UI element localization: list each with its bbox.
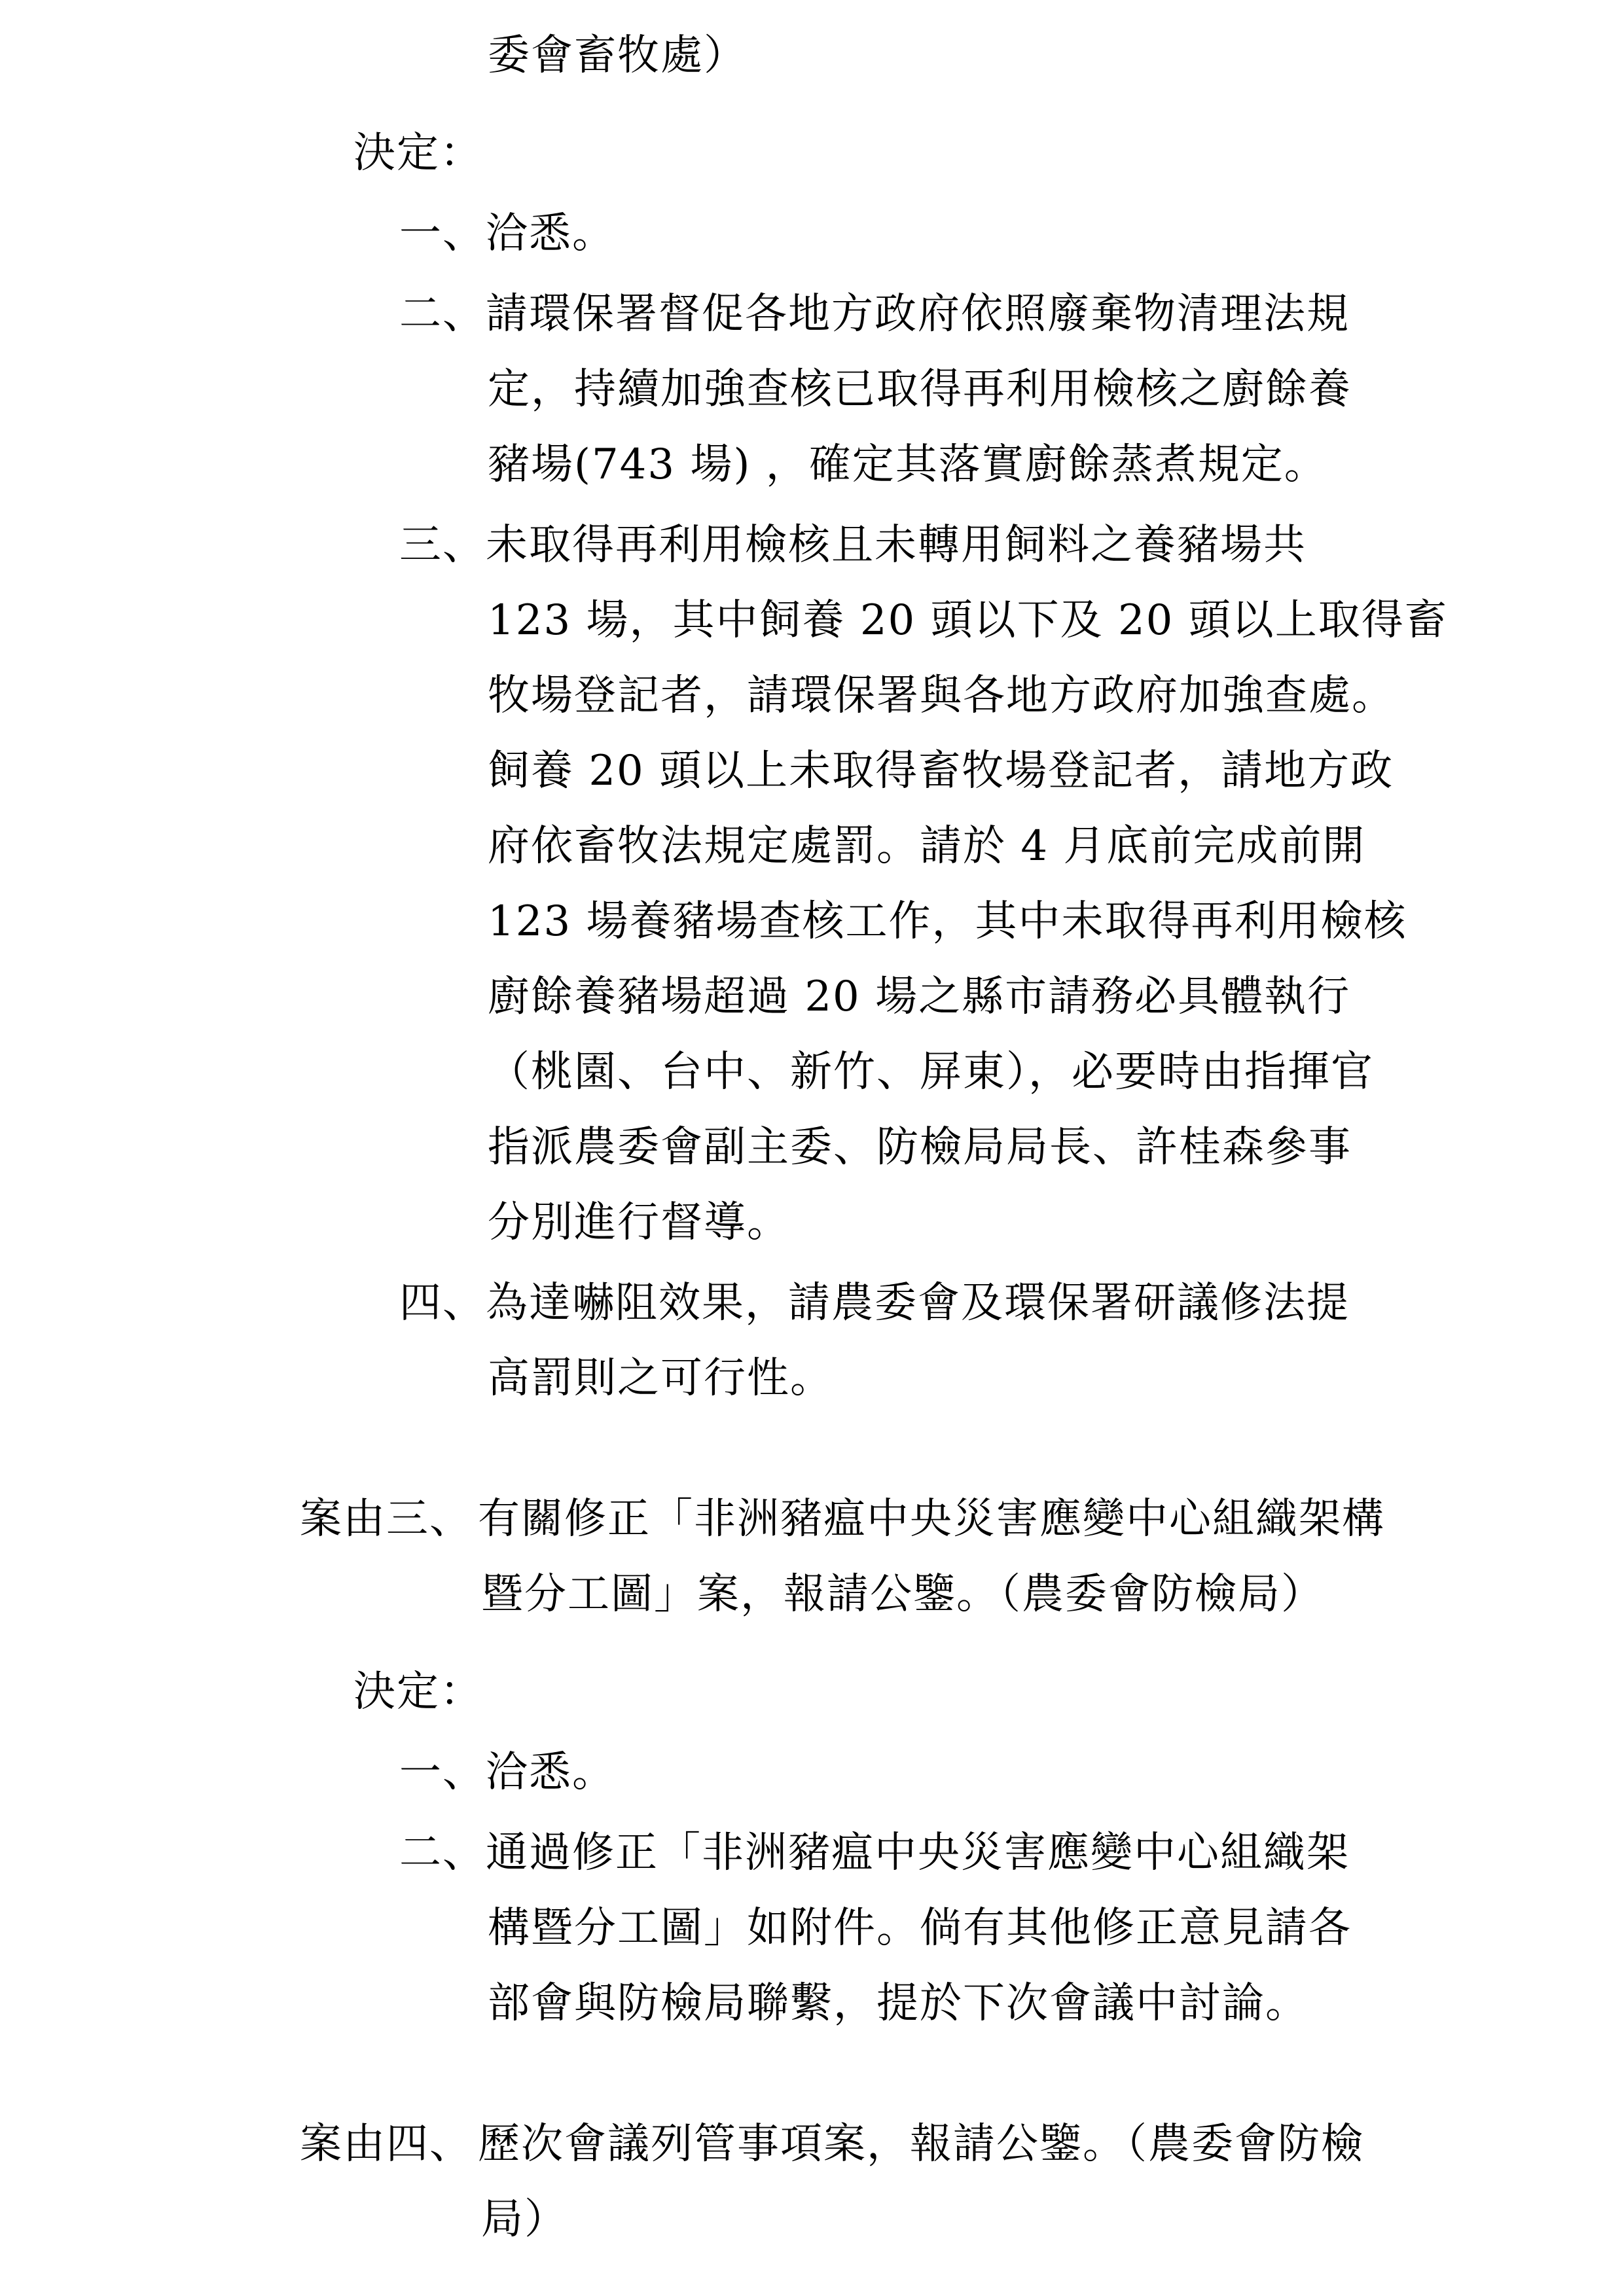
continuation-line — [0, 1185, 1624, 1261]
continuation-line — [0, 18, 1624, 94]
continuation-line — [0, 734, 1624, 809]
line-number-label: 一、 — [399, 209, 486, 258]
line-text: 請環保署督促各地方政府依照廢棄物清理法規 — [486, 290, 1350, 338]
continuation-line — [0, 1966, 1624, 2041]
case-continuation-line — [0, 1557, 1624, 1632]
line-number-label: 四、 — [399, 1279, 486, 1327]
continuation-line — [0, 352, 1624, 427]
line-text: 決定： — [353, 1668, 483, 1716]
case-continuation-line — [0, 2182, 1624, 2257]
line-text: 豬場(743 場) ，確定其落實廚餘蒸煮規定。 — [488, 440, 1327, 489]
list-item-line — [0, 196, 1624, 272]
line-text: 指派農委會副主委、防檢局局長、許桂森參事 — [488, 1123, 1352, 1172]
continuation-line — [0, 658, 1624, 734]
line-text: 構暨分工圖」如附件。倘有其他修正意見請各 — [488, 1904, 1352, 1952]
line-text: 高罰則之可行性。 — [488, 1354, 833, 1403]
line-text: 分別進行督導。 — [488, 1198, 790, 1247]
line-text: 暨分工圖」案，報請公鑒。（農委會防檢局） — [481, 1570, 1324, 1619]
case-heading-line — [0, 1482, 1624, 1557]
continuation-line — [0, 884, 1624, 960]
continuation-line — [0, 427, 1624, 503]
line-text: 廚餘養豬場超過 20 場之縣市請務必具體執行 — [488, 973, 1351, 1021]
line-text: 委會畜牧處） — [488, 31, 747, 80]
list-item-line — [0, 508, 1624, 583]
line-number-label: 案由四、 — [300, 2120, 473, 2168]
line-text: 通過修正「非洲豬瘟中央災害應變中心組織架 — [486, 1829, 1350, 1877]
line-text: 123 場養豬場查核工作，其中未取得再利用檢核 — [488, 897, 1407, 946]
line-text: 洽悉。 — [486, 1748, 615, 1797]
continuation-line — [0, 1891, 1624, 1966]
case-heading-line — [0, 2107, 1624, 2182]
line-text: 府依畜牧法規定處罰。請於 4 月底前完成前開 — [488, 822, 1366, 870]
line-text: （桃園、台中、新竹、屏東），必要時由指揮官 — [488, 1048, 1374, 1096]
decision-label-line — [0, 116, 1624, 191]
line-text: 為達嚇阻效果，請農委會及環保署研議修法提 — [486, 1279, 1350, 1327]
line-text: 洽悉。 — [486, 209, 615, 258]
continuation-line — [0, 1341, 1624, 1416]
line-text: 有關修正「非洲豬瘟中央災害應變中心組織架構 — [478, 1495, 1385, 1543]
line-number-label: 三、 — [399, 521, 486, 569]
line-text: 123 場，其中飼養 20 頭以下及 20 頭以上取得畜 — [488, 596, 1448, 645]
line-text: 部會與防檢局聯繫，提於下次會議中討論。 — [488, 1979, 1308, 2028]
line-text: 飼養 20 頭以上未取得畜牧場登記者，請地方政 — [488, 747, 1394, 795]
line-text: 決定： — [353, 129, 483, 177]
list-item-line — [0, 1266, 1624, 1341]
line-text: 歷次會議列管事項案，報請公鑒。（農委會防檢 — [478, 2120, 1364, 2168]
line-text: 定，持續加強查核已取得再利用檢核之廚餘養 — [488, 365, 1352, 414]
line-number-label: 二、 — [399, 1829, 486, 1877]
decision-label-line — [0, 1655, 1624, 1730]
line-number-label: 二、 — [399, 290, 486, 338]
line-text: 牧場登記者，請環保署與各地方政府加強查處。 — [488, 672, 1395, 720]
line-number-label: 案由三、 — [300, 1495, 473, 1543]
list-item-line — [0, 1735, 1624, 1810]
line-text: 局） — [481, 2195, 568, 2244]
list-item-line — [0, 277, 1624, 352]
continuation-line — [0, 960, 1624, 1035]
continuation-line — [0, 1110, 1624, 1185]
continuation-line — [0, 1035, 1624, 1110]
continuation-line — [0, 809, 1624, 884]
list-item-line — [0, 1816, 1624, 1891]
continuation-line — [0, 583, 1624, 658]
line-text: 未取得再利用檢核且未轉用飼料之養豬場共 — [486, 521, 1307, 569]
line-number-label: 一、 — [399, 1748, 486, 1797]
